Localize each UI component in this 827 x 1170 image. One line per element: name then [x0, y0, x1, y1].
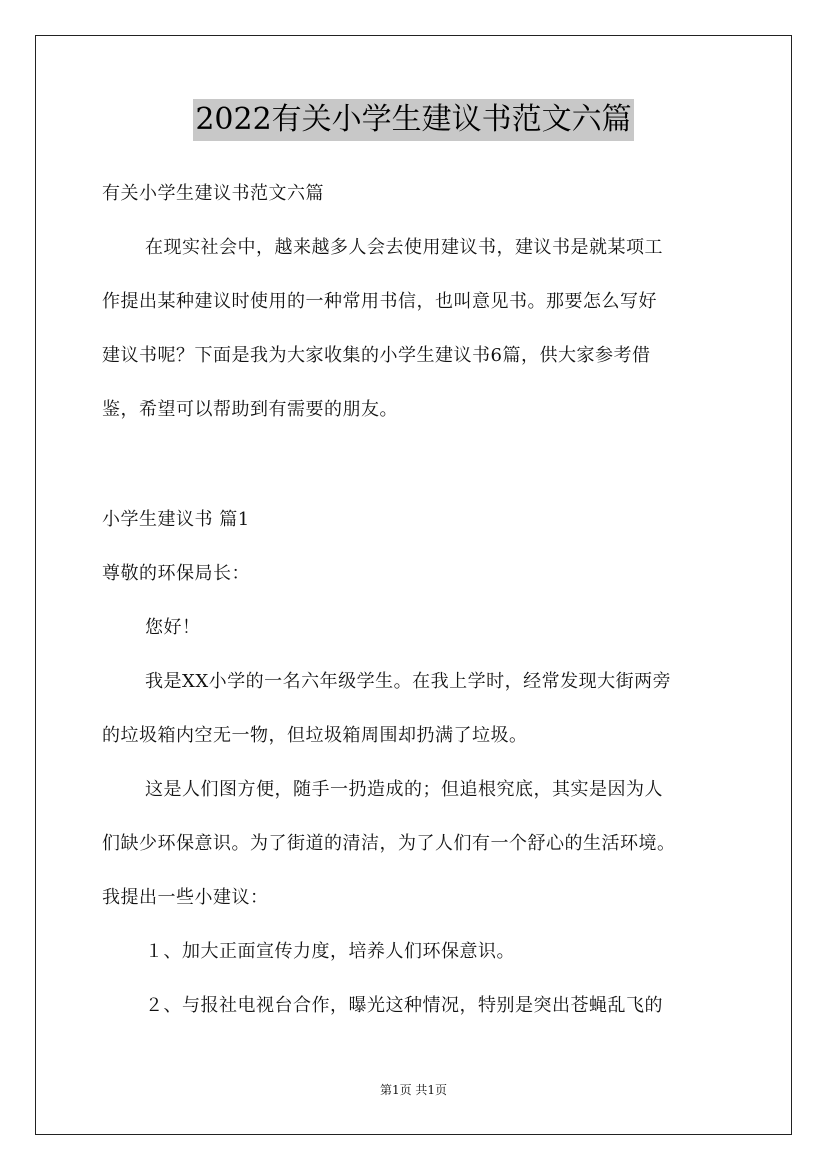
salutation: 尊敬的环保局长： — [102, 563, 250, 584]
body-line-2: 的垃圾箱内空无一物，但垃圾箱周围却扔满了垃圾。 — [102, 725, 528, 746]
intro-line-2: 作提出某种建议时使用的一种常用书信，也叫意见书。那要怎么写好 — [102, 291, 657, 312]
body-line-1: 我是XX小学的一名六年级学生。在我上学时，经常发现大街两旁 — [145, 671, 672, 692]
intro-line-4: 鉴，希望可以帮助到有需要的朋友。 — [102, 399, 398, 420]
document-title: 2022有关小学生建议书范文六篇 — [193, 99, 633, 141]
document-subtitle: 有关小学生建议书范文六篇 — [102, 183, 324, 204]
greeting: 您好！ — [145, 617, 201, 638]
section-heading: 小学生建议书 篇1 — [102, 509, 250, 530]
intro-line-3: 建议书呢？下面是我为大家收集的小学生建议书6篇，供大家参考借 — [102, 345, 651, 366]
body-line-3: 这是人们图方便，随手一扔造成的；但追根究底，其实是因为人 — [145, 779, 663, 800]
intro-line-1: 在现实社会中，越来越多人会去使用建议书，建议书是就某项工 — [145, 237, 663, 258]
suggestion-1: １、加大正面宣传力度，培养人们环保意识。 — [145, 941, 515, 962]
body-line-5: 我提出一些小建议： — [102, 887, 269, 908]
page-footer: 第1页 共1页 — [379, 1083, 448, 1097]
title-container — [0, 99, 827, 141]
body-line-4: 们缺少环保意识。为了街道的清洁，为了人们有一个舒心的生活环境。 — [102, 833, 676, 854]
suggestion-2: ２、与报社电视台合作，曝光这种情况，特别是突出苍蝇乱飞的 — [145, 995, 663, 1016]
